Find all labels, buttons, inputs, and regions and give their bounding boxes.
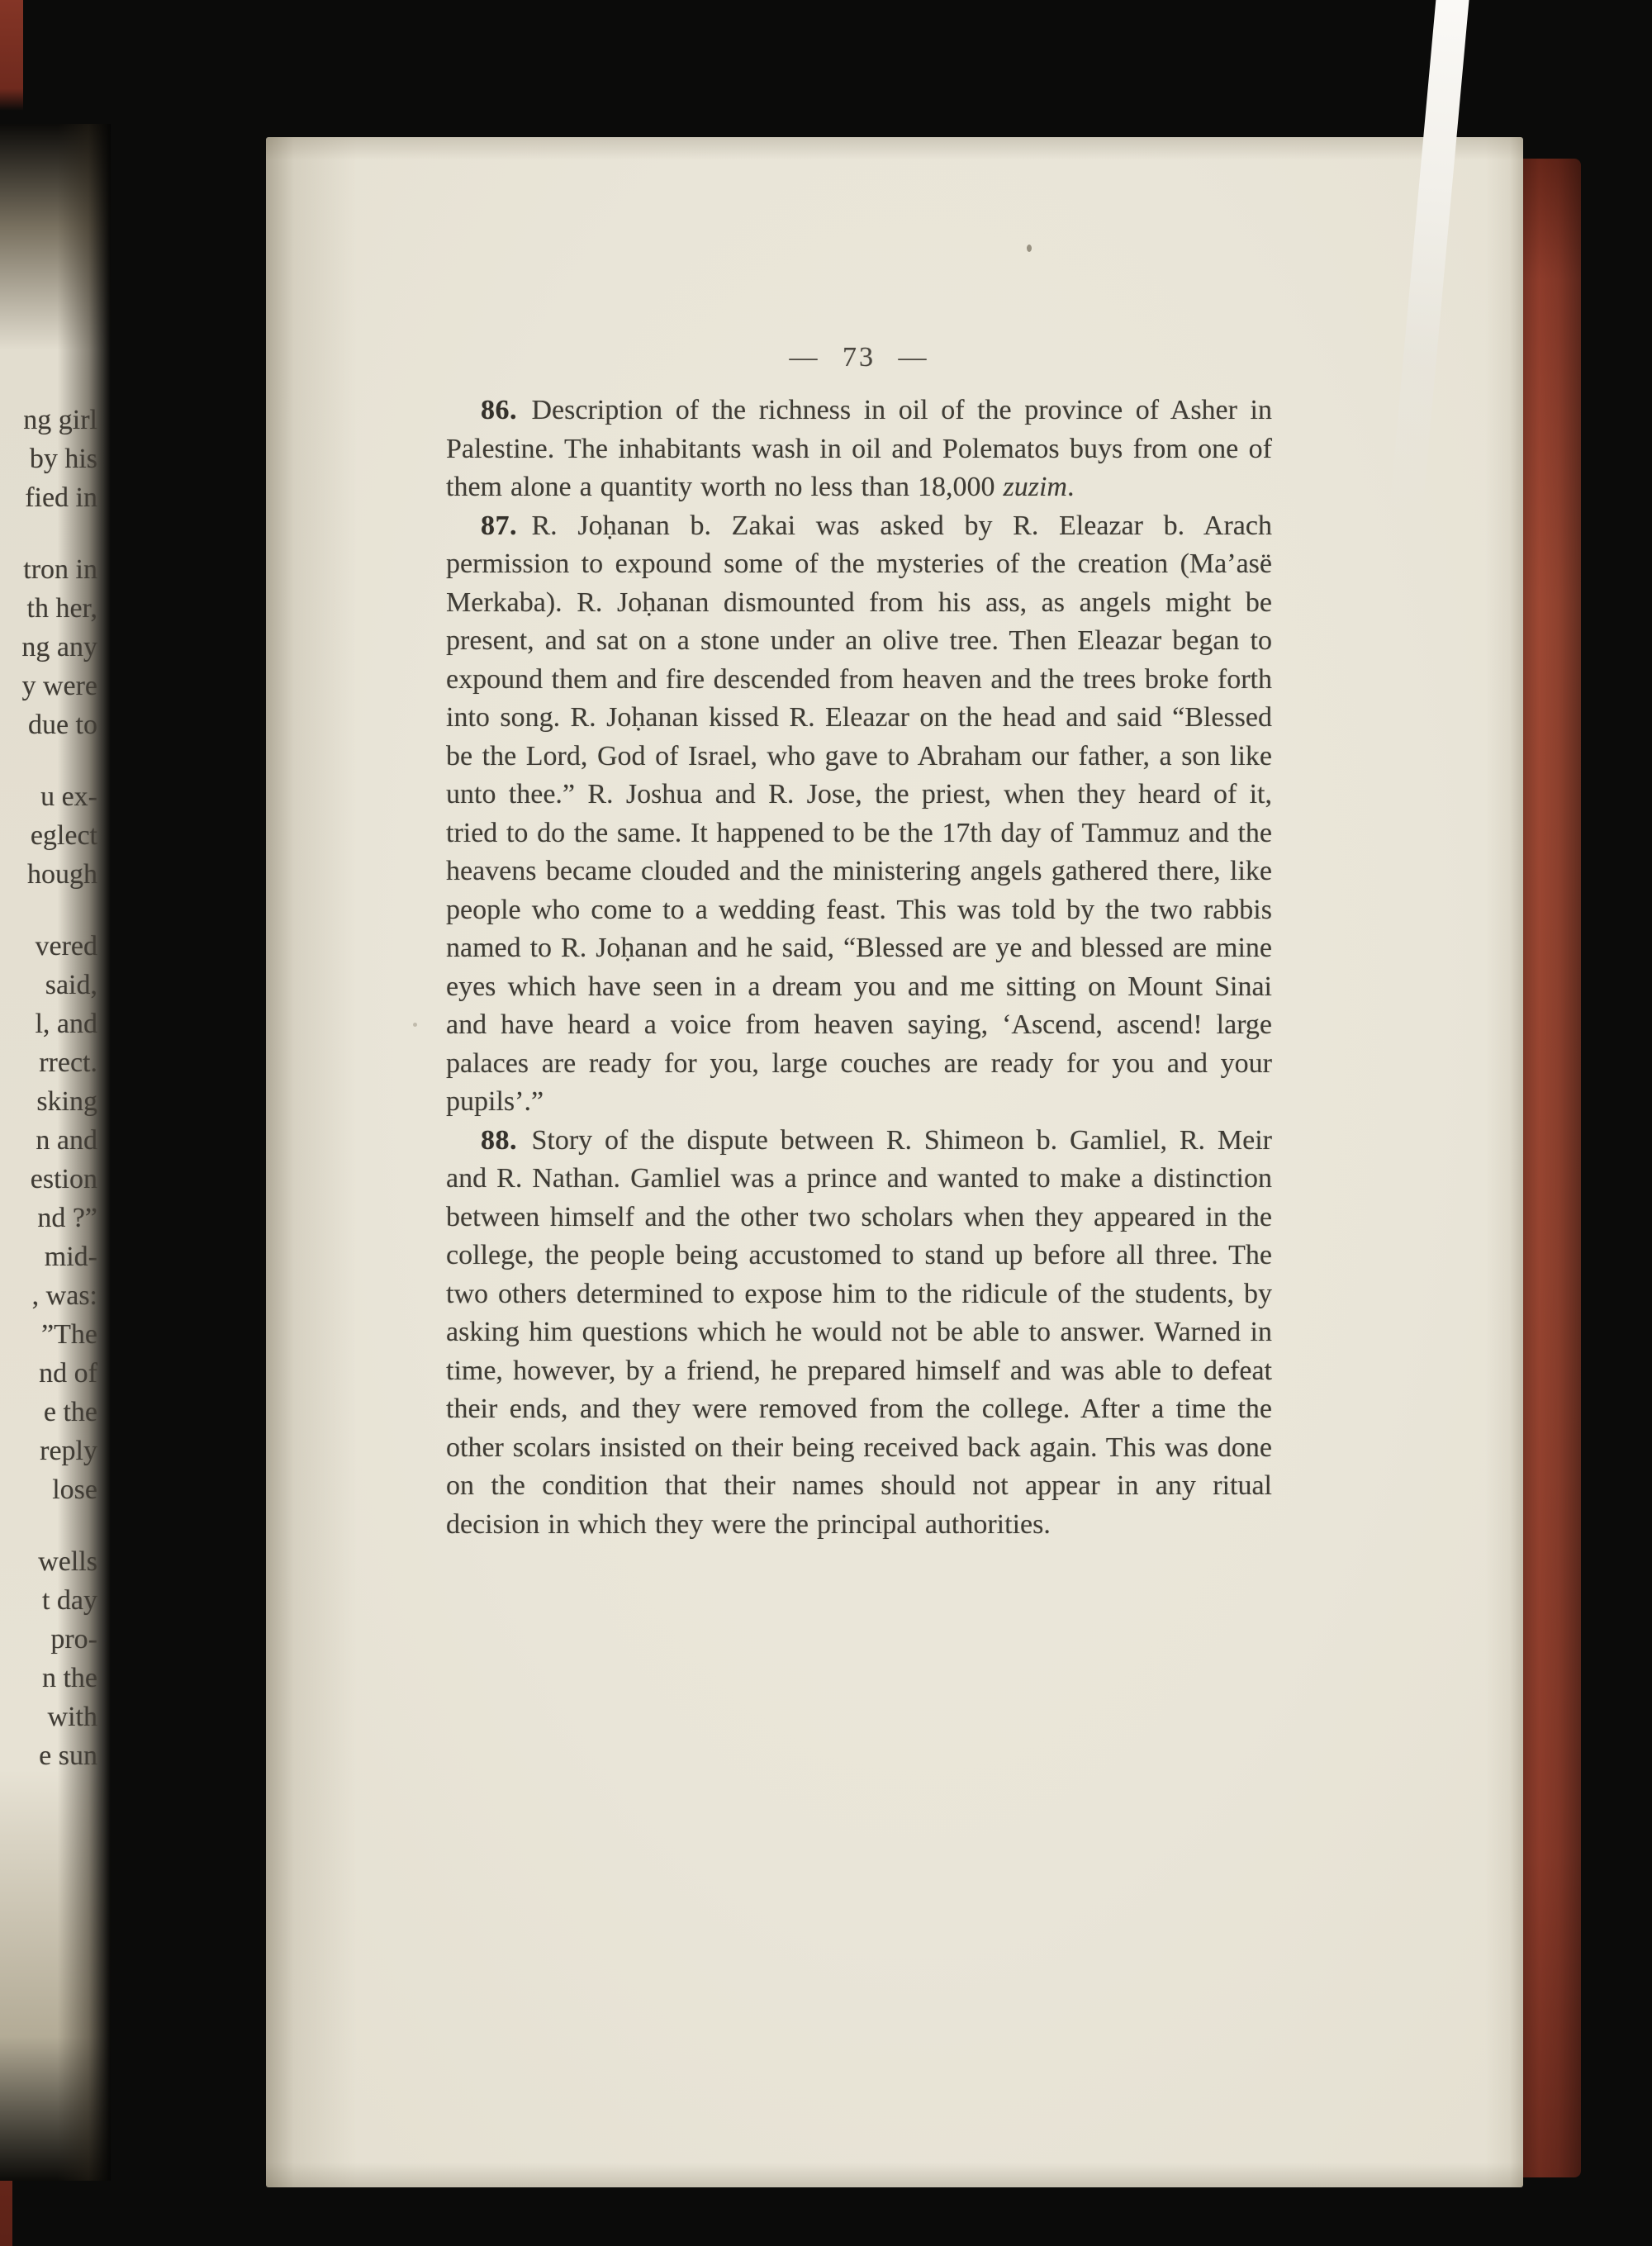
text-block (446, 392, 1272, 1544)
left-page-text-fragment: vered (35, 931, 97, 962)
left-page-text-fragment: ng any (21, 632, 97, 662)
text-run: R. Joḥanan b. Zakai was asked by R. Eleazar b. Arach permission to expound some of the mysteries of the creation (Ma’asë Merkaba). R. Joḥanan dismounted from his ass, as angels might be present, and sat on a stone under an olive tree. Then Eleazar began to expound them and fire descended from heaven and the trees broke forth into song. R. Joḥanan kissed R. Eleazar on the head and said “Blessed be the Lord, God of Israel, who gave to Abraham our father, a son like unto thee.” R. Joshua and R. Jose, the priest, when they heard of it, tried to do the same. It happened to be the 17th day of Tammuz and the heavens became clouded and the ministering angels gathered there, like people who come to a wedding feast. This was told by the two rabbis named to R. Joḥanan and he said, “Blessed are ye and blessed are mine eyes which have seen in a dream you and me sitting on Mount Sinai and have heard a voice from heaven saying, ‘Ascend, ascend! large palaces are ready for you, large couches are ready for you and your pupils’.” (446, 510, 1272, 1117)
left-page-text-fragment: nd ?” (37, 1203, 97, 1233)
paragraph-number: 88. (481, 1124, 532, 1156)
paragraph-number: 87. (481, 510, 532, 541)
left-page-text-fragment: pro- (50, 1624, 97, 1655)
left-page-text-fragment: tron in (23, 554, 97, 585)
left-page-text-fragment: , was: (31, 1280, 97, 1311)
left-page-text-fragment: ”The (41, 1319, 97, 1350)
text-run: Story of the dispute between R. Shimeon b. Gamliel, R. Meir and R. Nathan. Gamliel was a prince and wanted to make a distinction between himself and the other two scholars when they appeared in the college, the people being accustomed to stand up before all three. The two others determined to expose him to the ridicule of the students, by asking him questions which he would not be able to answer. Warned in time, however, by a friend, he prepared himself and was able to defeat their ends, and they were removed from the college. After a time the other scolars insisted on their being received back again. This was done on the condition that their names should not appear in any ritual decision in which they were the principal authorities. (446, 1124, 1272, 1540)
left-page-text-fragment: ng girl (23, 405, 97, 435)
left-page-text-fragment: sking (36, 1086, 97, 1117)
left-page-text-fragment: u ex- (40, 781, 97, 812)
left-page-text-fragment: rrect. (39, 1047, 97, 1078)
left-page-text-fragment: estion (30, 1164, 97, 1194)
left-page-text-fragment: reply (40, 1436, 97, 1466)
paragraph (446, 1122, 1272, 1545)
book-page-73 (266, 137, 1523, 2187)
left-page-text-fragment: e the (43, 1397, 97, 1427)
left-page-text-fragment: eglect (30, 820, 97, 851)
left-page-text-fragment: said, (45, 970, 97, 1000)
left-page-edge (0, 124, 111, 2181)
book-cover-corner-top-left (0, 0, 23, 111)
paragraph-number: 86. (481, 395, 532, 425)
left-page-text-fragment: l, and (35, 1009, 97, 1039)
page-number: — 73 — (789, 342, 929, 373)
italic-run: zuzim (1003, 472, 1067, 502)
left-page-text-fragment: y were (21, 671, 97, 701)
left-page-text-fragment: mid- (44, 1242, 97, 1272)
left-page-text-fragment: fied in (25, 482, 97, 513)
left-page-text-fragment: by his (29, 444, 97, 474)
left-page-text-fragment: wells (38, 1546, 97, 1577)
left-page-text-fragment: hough (27, 859, 97, 890)
paragraph (446, 392, 1272, 507)
left-page-text-fragment: n the (41, 1663, 97, 1693)
left-page-text-fragment: th her, (26, 593, 97, 624)
left-page-text-fragment: due to (27, 710, 97, 740)
left-page-text-fragment: e sun (39, 1740, 97, 1771)
left-page-text-fragment: with (47, 1702, 97, 1732)
book-cover-right (1523, 159, 1581, 2177)
left-page-fragments (0, 401, 97, 1775)
left-page-text-fragment: n and (36, 1125, 97, 1156)
left-page-text-fragment: lose (52, 1474, 97, 1505)
left-page-text-fragment: nd of (39, 1358, 97, 1389)
paragraph (446, 507, 1272, 1122)
page-speck (413, 1023, 417, 1027)
text-run: Description of the richness in oil of the province of Asher in Palestine. The inhabitants wash in oil and Polematos buys from one of them alone a quantity worth no less than 18,000 (446, 395, 1272, 502)
left-page-text-fragment: t day (41, 1585, 97, 1616)
page-speck (1027, 245, 1032, 252)
text-run: . (1066, 472, 1075, 502)
